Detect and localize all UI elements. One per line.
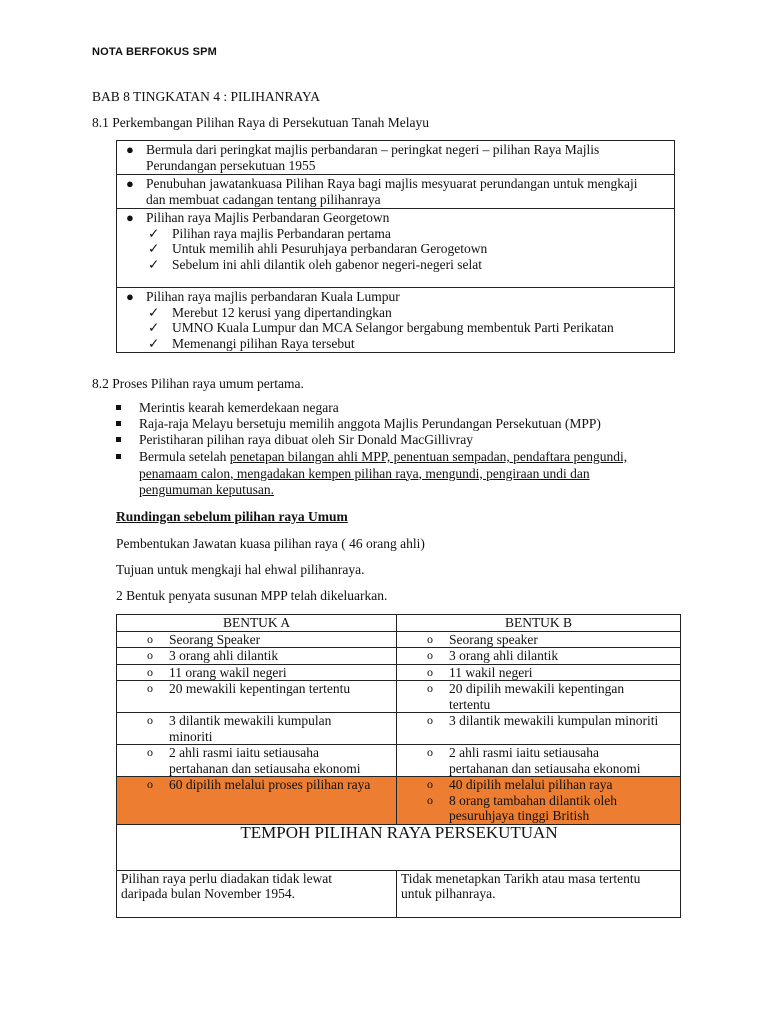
checkmark-icon: ✓: [148, 225, 160, 241]
table-row: o 3 orang ahli dilantik o 3 orang ahli dilantik: [117, 648, 681, 665]
circle-bullet-icon: o: [147, 631, 153, 646]
bullet-dot-icon: ●: [126, 289, 134, 304]
table-row: ● Penubuhan jawatankuasa Pilihan Raya bagi majlis mesyuarat perundangan untuk mengkaji dan membuat cadangan tentang pilihanraya: [117, 175, 675, 209]
chapter-title: BAB 8 TINGKATAN 4 : PILIHANRAYA: [92, 89, 321, 104]
checkmark-icon: ✓: [148, 335, 160, 351]
circle-bullet-icon: o: [147, 745, 153, 759]
column-header: BENTUK B: [397, 615, 681, 632]
checkmark-icon: ✓: [148, 320, 160, 335]
table-row: o 11 orang wakil negeri o 11 wakil negeri: [117, 664, 681, 681]
circle-bullet-icon: o: [147, 664, 153, 679]
table-header-row: [117, 615, 681, 632]
tempoh-title-row: [117, 824, 681, 870]
circle-bullet-icon: o: [427, 713, 433, 727]
rundingan-paragraph: Pembentukan Jawatan kuasa pilihan raya ( 46 orang ahli): [116, 536, 425, 551]
circle-bullet-icon: o: [147, 681, 153, 695]
table-row: o 20 mewakili kepentingan tertentu o 20 dipilih mewakili kepentingan tertentu: [117, 681, 681, 713]
table-row: ● Pilihan raya majlis perbandaran Kuala Lumpur ✓ Merebut 12 kerusi yang dipertandingkan ✓ UMNO Kuala Lumpur dan MCA Selangor bergabung membentuk Parti Perikatan ✓ Memenangi pilihan Raya tersebut: [117, 288, 675, 353]
list-item: Merintis kearah kemerdekaan negara: [116, 400, 676, 417]
tempoh-title: TEMPOH PILIHAN RAYA PERSEKUTUAN: [117, 824, 681, 870]
bentuk-table: [116, 614, 681, 918]
column-header: BENTUK A: [117, 615, 397, 632]
list-item: Peristiharan pilihan raya dibuat oleh Sir Donald MacGillivray: [116, 432, 676, 449]
list-item: Raja-raja Melayu bersetuju memilih anggota Majlis Perundangan Persekutuan (MPP): [116, 416, 676, 433]
tempoh-row: Pilihan raya perlu diadakan tidak lewat daripada bulan November 1954. Tidak menetapkan Tarikh atau masa tertentu untuk pilhanraya.: [117, 870, 681, 917]
circle-bullet-icon: o: [147, 713, 153, 727]
rundingan-paragraph: 2 Bentuk penyata susunan MPP telah dikeluarkan.: [116, 588, 388, 603]
circle-bullet-icon: o: [427, 648, 433, 662]
section2-title: 8.2 Proses Pilihan raya umum pertama.: [92, 376, 304, 391]
development-table: [116, 140, 675, 353]
table-row: o 3 dilantik mewakili kumpulan minoriti o 3 dilantik mewakili kumpulan minoriti: [117, 713, 681, 745]
circle-bullet-icon: o: [427, 664, 433, 679]
table-row: ● Pilihan raya Majlis Perbandaran Georgetown ✓ Pilihan raya majlis Perbandaran pertama ✓ Untuk memilih ahli Pesuruhjaya perbandaran Gerogetown ✓ Sebelum ini ahli dilantik oleh gabenor negeri-negeri selat: [117, 209, 675, 288]
bullet-dot-icon: ●: [126, 176, 134, 191]
rundingan-title: Rundingan sebelum pilihan raya Umum: [116, 509, 348, 524]
square-bullet-icon: [116, 405, 121, 410]
square-bullet-icon: [116, 454, 121, 459]
list-item: Bermula setelah penetapan bilangan ahli MPP, penentuan sempadan, pendaftara pengundi, penamaam calon, mengadakan kempen pilihan raya, mengundi, pengiraan undi dan pengumuman keputusan.: [116, 449, 676, 499]
circle-bullet-icon: o: [427, 792, 433, 807]
circle-bullet-icon: o: [427, 745, 433, 759]
checkmark-icon: ✓: [148, 256, 160, 272]
circle-bullet-icon: o: [427, 631, 433, 646]
circle-bullet-icon: o: [147, 777, 153, 791]
table-row: o Seorang Speaker o Seorang speaker: [117, 631, 681, 648]
bullet-dot-icon: ●: [126, 210, 134, 225]
table-row: o 2 ahli rasmi iaitu setiausaha pertahanan dan setiausaha ekonomi o 2 ahli rasmi iaitu setiausaha pertahanan dan setiausaha ekonomi: [117, 745, 681, 777]
rundingan-paragraph: Tujuan untuk mengkaji hal ehwal pilihanraya.: [116, 562, 365, 577]
circle-bullet-icon: o: [147, 648, 153, 662]
square-bullet-icon: [116, 437, 121, 442]
checkmark-icon: ✓: [148, 241, 160, 256]
circle-bullet-icon: o: [427, 777, 433, 791]
bullet-dot-icon: ●: [126, 142, 134, 157]
circle-bullet-icon: o: [427, 681, 433, 695]
table-row: ● Bermula dari peringkat majlis perbandaran – peringkat negeri – pilihan Raya Majlis Perundangan persekutuan 1955: [117, 141, 675, 175]
highlighted-row: o 60 dipilih melalui proses pilihan raya o 40 dipilih melalui pilihan raya o 8 orang tambahan dilantik oleh pesuruhjaya tinggi British: [117, 777, 681, 825]
section1-title: 8.1 Perkembangan Pilihan Raya di Persekutuan Tanah Melayu: [92, 115, 429, 130]
page-header: NOTA BERFOKUS SPM: [92, 46, 218, 58]
checkmark-icon: ✓: [148, 304, 160, 320]
square-bullet-icon: [116, 421, 121, 426]
